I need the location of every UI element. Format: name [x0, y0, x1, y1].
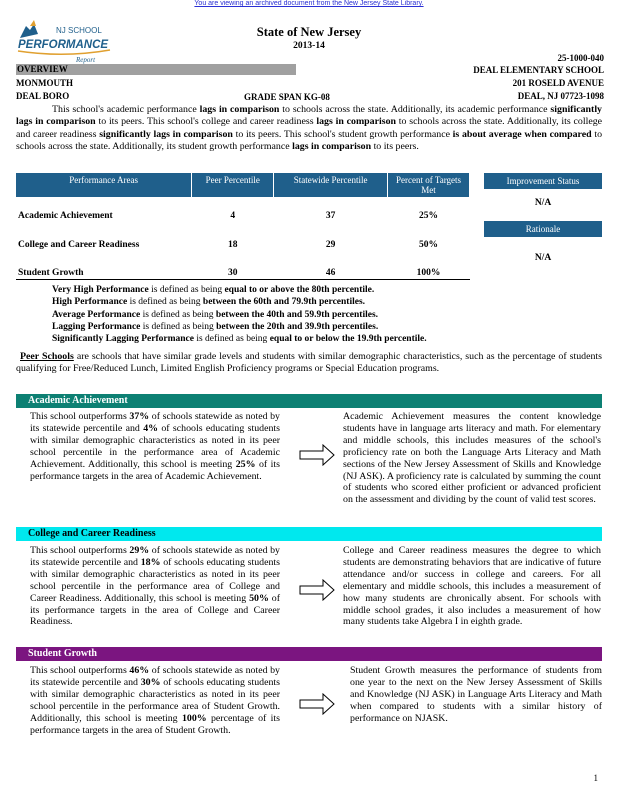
- school-city: DEAL, NJ 07723-1098: [517, 91, 604, 101]
- logo-line1: NJ SCHOOL: [56, 26, 102, 35]
- row-area: Student Growth: [16, 251, 192, 279]
- performance-table: [16, 173, 470, 280]
- college-career-readiness-summary: This school outperforms 29% of schools statewide as noted by its statewide percentile and 18% of schools educating students with similar demographic characteristics as noted in its peer school percentile in the performance area of College and Career Readiness. Additionally, this school is meeting 50% of its performance targets in the area of College and Career Readiness.: [30, 545, 281, 628]
- table-row: [16, 222, 470, 251]
- table-row: [16, 251, 470, 279]
- section-header-academic-achievement: Academic Achievement: [16, 394, 602, 408]
- row-targets: 25%: [419, 211, 439, 221]
- section-header-college-career-readiness: College and Career Readiness: [16, 527, 602, 541]
- definition-item: Average Performance is defined as being between the 40th and 59.9th percentiles.: [52, 309, 379, 320]
- school-year: 2013-14: [293, 41, 325, 51]
- definition-item: High Performance is defined as being between the 60th and 79.9th percentiles.: [52, 297, 366, 308]
- student-growth-description: Student Growth measures the performance of students from one year to the next on the New Jersey Assessment of Skills and Knowledge (NJ ASK) in Language Arts Literacy and Math when compared to students with a similar history of performance on NJASK.: [350, 665, 602, 724]
- header-peer-percentile: Peer Percentile: [192, 173, 274, 197]
- college-career-readiness-description: College and Career readiness measures the degree to which students are demonstrating behaviors that are indicative of future attendance and/or success in college and careers. For all elementary and middle schools, this includes a measurement of how many students are chronically absent. For schools with middle school grades, it also includes a measurement of how many students take Algebra I in eighth grade.: [343, 545, 601, 628]
- summary-paragraph: This school's academic performance lags in comparison to schools across the state. Additionally, its academic performance significantly lags in comparison to its peers. This school's college and career readiness lags in comparison to schools across the state. Additionally, its college and career readiness significantly lags in comparison to its peers. This school's student growth performance is about average when compared to schools across the state. Additionally, its student growth performance lags in comparison to its peers.: [16, 104, 603, 152]
- row-targets: 50%: [419, 240, 439, 250]
- grade-span: GRADE SPAN KG-08: [244, 92, 330, 102]
- definition-item: Significantly Lagging Performance is defined as being equal to or below the 19.9th percentile.: [52, 334, 427, 345]
- archive-notice-link[interactable]: You are viewing an archived document from the New Jersey State Library.: [194, 0, 424, 7]
- academic-achievement-description: Academic Achievement measures the content knowledge students have in language arts literacy and math. For elementary and middle schools, this includes measures of the school's proficiency rate on both the Language Arts Literacy and Math sections of the New Jersey Assessment of Skills and Knowledge (NJ ASK). A proficiency rate is calculated by summing the count of students who scored either proficient or advanced proficient on the assessment and dividing by the count of valid test scores.: [343, 411, 601, 506]
- header-targets-met: Percent of Targets Met: [388, 173, 470, 197]
- row-peer: 18: [227, 240, 238, 250]
- school-name: DEAL ELEMENTARY SCHOOL: [473, 65, 604, 75]
- county-name: MONMOUTH: [16, 78, 73, 88]
- row-statewide: 46: [274, 251, 388, 279]
- right-arrow-icon: [299, 444, 335, 466]
- performance-definitions: [52, 284, 427, 345]
- school-address: 201 ROSELD AVENUE: [512, 78, 604, 88]
- overview-label: OVERVIEW: [17, 64, 68, 74]
- row-area: Academic Achievement: [18, 211, 113, 221]
- improvement-status-header: Improvement Status: [484, 173, 602, 189]
- district-name: DEAL BORO: [16, 91, 70, 101]
- header-statewide-percentile: Statewide Percentile: [274, 173, 388, 197]
- row-area: College and Career Readiness: [18, 240, 140, 250]
- row-statewide: 37: [325, 211, 336, 221]
- row-peer: 30: [192, 251, 274, 279]
- state-title: State of New Jersey: [256, 25, 362, 39]
- peer-schools-paragraph: Peer Schools are schools that have similar grade levels and students with similar demographic characteristics, such as the percentage of students qualifying for Free/Reduced Lunch, Limited English Proficiency programs or Special Education programs.: [16, 351, 602, 375]
- improvement-status-value: N/A: [534, 198, 552, 208]
- row-peer: 4: [230, 211, 236, 221]
- definition-item: Lagging Performance is defined as being between the 20th and 39.9th percentiles.: [52, 321, 379, 332]
- logo-line2: PERFORMANCE: [18, 39, 109, 51]
- rationale-value: N/A: [534, 253, 552, 263]
- definition-item: Very High Performance is defined as being equal to or above the 80th percentile.: [52, 285, 375, 295]
- right-arrow-icon: [299, 693, 335, 715]
- academic-achievement-summary: This school outperforms 37% of schools statewide as noted by its statewide percentile and 4% of schools educating students with similar demographic characteristics as noted in its peer school percentile in the performance area of Academic Achievement. Additionally, this school is meeting 25% of its performance targets in the area of Academic Achievement.: [30, 411, 281, 482]
- student-growth-summary: This school outperforms 46% of schools statewide as noted by its statewide percentile and 30% of schools educating students with similar demographic characteristics as noted in its peer school percentile in the performance area of Student Growth. Additionally, this school is meeting 100% percentage of its performance targets in the area of Student Growth.: [30, 665, 281, 736]
- table-header-row: [16, 173, 470, 197]
- school-code: 25-1000-040: [557, 53, 604, 63]
- row-targets: 100%: [388, 251, 470, 279]
- header-performance-areas: Performance Areas: [16, 173, 192, 197]
- right-arrow-icon: [299, 579, 335, 601]
- row-statewide: 29: [325, 240, 336, 250]
- rationale-header: Rationale: [484, 221, 602, 237]
- table-row: [16, 197, 470, 222]
- page-number: 1: [593, 773, 598, 783]
- logo-line3: Report: [76, 56, 96, 64]
- section-header-student-growth: Student Growth: [16, 647, 602, 661]
